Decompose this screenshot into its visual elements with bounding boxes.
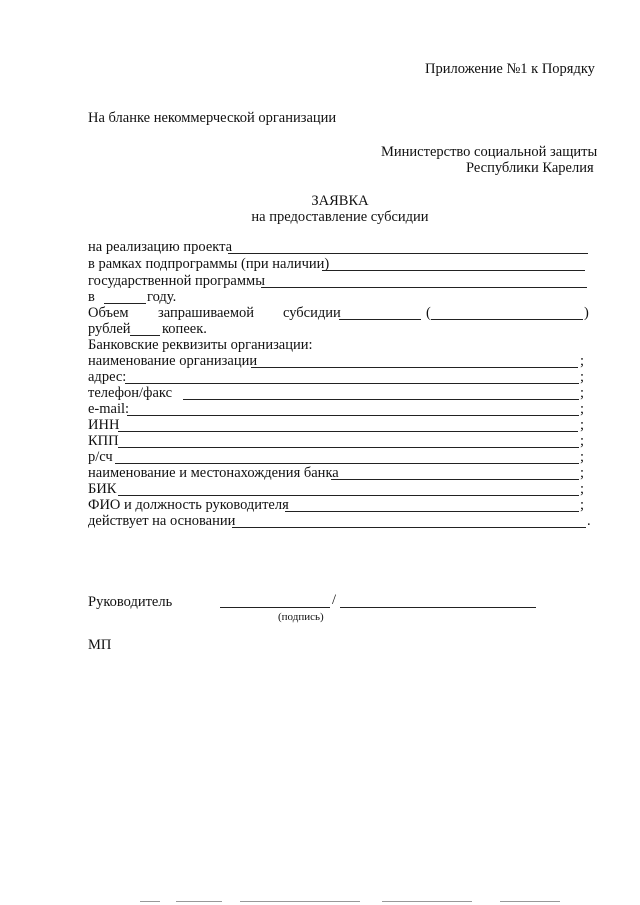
inn-label: ИНН xyxy=(88,417,120,433)
kpp-end: ; xyxy=(580,433,585,449)
recipient-line-2: Республики Карелия xyxy=(466,160,594,176)
account-label: р/сч xyxy=(88,449,113,465)
address-field[interactable] xyxy=(125,383,579,384)
project-field[interactable] xyxy=(228,253,588,254)
document-subtitle: на предоставление субсидии xyxy=(251,209,429,225)
bank-details-heading: Банковские реквизиты организации: xyxy=(88,337,313,353)
bank-name-end: ; xyxy=(580,465,585,481)
bank-name-label: наименование и местонахождения банка xyxy=(88,465,339,481)
signature-caption: (подпись) xyxy=(278,611,324,623)
director-label: ФИО и должность руководителя xyxy=(88,497,289,513)
account-end: ; xyxy=(580,449,585,465)
year-field[interactable] xyxy=(104,303,146,304)
basis-end: . xyxy=(587,513,591,529)
phone-field[interactable] xyxy=(183,399,579,400)
document-title: ЗАЯВКА xyxy=(311,193,369,209)
phone-label: телефон/факс xyxy=(88,385,173,401)
basis-label: действует на основании xyxy=(88,513,236,529)
bik-end: ; xyxy=(580,481,585,497)
director-field[interactable] xyxy=(285,511,579,512)
amount-digits-field[interactable] xyxy=(339,319,421,320)
kpp-field[interactable] xyxy=(118,447,579,448)
scan-artifact xyxy=(382,901,472,902)
year-prefix: в xyxy=(88,289,95,305)
bank-name-field[interactable] xyxy=(331,479,579,480)
year-suffix: году. xyxy=(147,289,177,305)
amount-word-1: Объем xyxy=(88,305,129,321)
account-field[interactable] xyxy=(115,463,579,464)
bik-field[interactable] xyxy=(118,495,579,496)
signature-separator: / xyxy=(332,592,337,608)
bik-label: БИК xyxy=(88,481,117,497)
scan-artifact xyxy=(176,901,222,902)
amount-word-3: субсидии xyxy=(283,305,341,321)
signature-role: Руководитель xyxy=(88,594,173,610)
email-end: ; xyxy=(580,401,585,417)
paren-close: ) xyxy=(584,305,589,321)
amount-word-2: запрашиваемой xyxy=(158,305,255,321)
org-name-field[interactable] xyxy=(251,367,578,368)
state-program-field[interactable] xyxy=(261,287,587,288)
address-label: адрес: xyxy=(88,369,127,385)
scan-artifact xyxy=(140,901,160,902)
subprogram-label: в рамках подпрограммы (при наличии) xyxy=(88,256,330,272)
email-field[interactable] xyxy=(127,415,579,416)
paren-open: ( xyxy=(426,305,431,321)
address-end: ; xyxy=(580,369,585,385)
phone-end: ; xyxy=(580,385,585,401)
letterhead-note: На бланке некоммерческой организации xyxy=(88,110,337,126)
inn-end: ; xyxy=(580,417,585,433)
recipient-line-1: Министерство социальной защиты xyxy=(381,144,598,160)
state-program-label: государственной программы xyxy=(88,273,265,289)
stamp-mark: МП xyxy=(88,637,112,653)
basis-field[interactable] xyxy=(232,527,586,528)
kopecks-label: копеек. xyxy=(162,321,207,337)
appendix-reference: Приложение №1 к Порядку xyxy=(425,61,595,77)
signature-field[interactable] xyxy=(220,607,330,608)
subprogram-field[interactable] xyxy=(322,270,585,271)
project-label: на реализацию проекта xyxy=(88,239,233,255)
kopecks-field[interactable] xyxy=(130,335,160,336)
name-transcript-field[interactable] xyxy=(340,607,536,608)
scan-artifact xyxy=(500,901,560,902)
director-end: ; xyxy=(580,497,585,513)
rubles-label: рублей xyxy=(88,321,131,337)
amount-words-field[interactable] xyxy=(431,319,583,320)
inn-field[interactable] xyxy=(118,431,578,432)
email-label: e-mail: xyxy=(88,401,130,417)
org-name-label: наименование организации xyxy=(88,353,258,369)
org-name-end: ; xyxy=(580,353,585,369)
kpp-label: КПП xyxy=(88,433,119,449)
scan-artifact xyxy=(240,901,360,902)
